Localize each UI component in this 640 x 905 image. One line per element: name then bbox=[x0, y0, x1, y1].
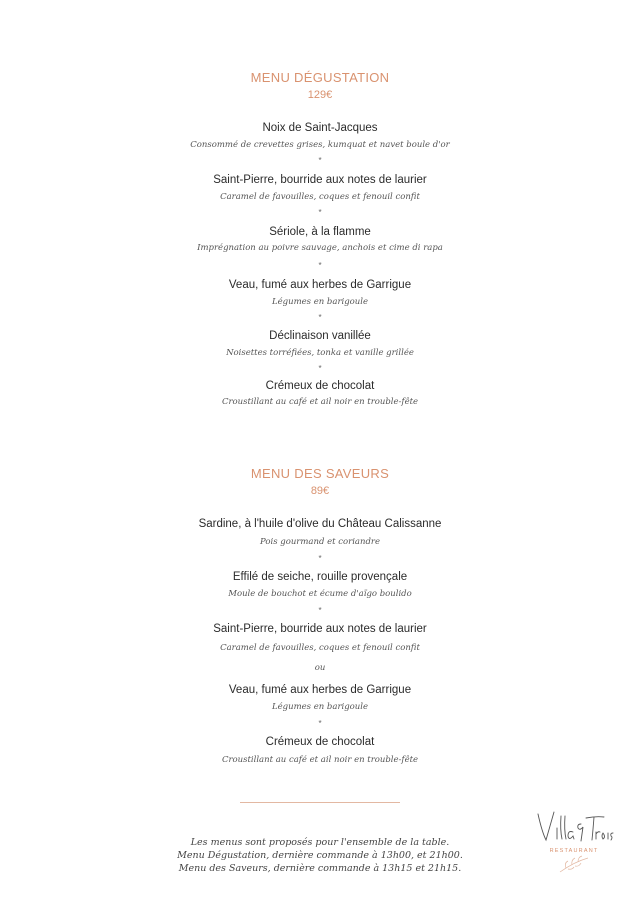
saveurs-title: MENU DES SAVEURS bbox=[250, 466, 390, 481]
divider-line bbox=[240, 802, 400, 803]
dish-description: Caramel de favouilles, coques et fenouil confit bbox=[220, 643, 420, 653]
or-label: ou bbox=[314, 663, 326, 673]
dish-description: Croustillant au café et ail noir en trouble-fête bbox=[221, 397, 419, 407]
villa-logo-icon bbox=[530, 806, 614, 876]
course-separator: * bbox=[318, 261, 322, 270]
dish-description: Caramel de favouilles, coques et fenouil confit bbox=[220, 192, 420, 202]
dish-description: Noisettes torréfiées, tonka et vanille grillée bbox=[226, 348, 414, 358]
dish-name: Crémeux de chocolat bbox=[265, 380, 375, 392]
course-separator: * bbox=[318, 606, 322, 615]
course-separator: * bbox=[318, 719, 322, 728]
footer-line: Les menus sont proposés pour l'ensemble de la table. bbox=[190, 837, 450, 848]
dish-name: Crémeux de chocolat bbox=[265, 736, 375, 748]
dish-description: Imprégnation au poivre sauvage, anchois et cime di rapa bbox=[197, 243, 443, 253]
degustation-title: MENU DÉGUSTATION bbox=[250, 70, 390, 85]
dish-description: Croustillant au café et ail noir en trouble-fête bbox=[221, 755, 419, 765]
dish-description: Pois gourmand et coriandre bbox=[259, 537, 380, 547]
course-separator: * bbox=[318, 156, 322, 165]
dish-name: Saint-Pierre, bourride aux notes de laurier bbox=[213, 623, 427, 635]
course-separator: * bbox=[318, 313, 322, 322]
dish-name: Effilé de seiche, rouille provençale bbox=[232, 571, 408, 583]
dish-name: Sardine, à l'huile d'olive du Château Calissanne bbox=[198, 518, 442, 530]
course-separator: * bbox=[318, 364, 322, 373]
dish-description: Moule de bouchot et écume d'aïgo boulido bbox=[228, 589, 412, 599]
dish-name: Sériole, à la flamme bbox=[269, 226, 371, 238]
dish-name: Noix de Saint-Jacques bbox=[262, 122, 378, 134]
dish-description: Légumes en barigoule bbox=[271, 297, 369, 307]
logo-subtitle: RESTAURANT bbox=[549, 848, 599, 854]
footer-line: Menu Dégustation, dernière commande à 13h00, et 21h00. bbox=[177, 850, 463, 861]
course-separator: * bbox=[318, 554, 322, 563]
dish-description: Consommé de crevettes grises, kumquat et navet boule d'or bbox=[190, 140, 450, 150]
dish-name: Déclinaison vanillée bbox=[269, 330, 371, 342]
restaurant-logo bbox=[530, 806, 614, 876]
degustation-price: 129€ bbox=[307, 89, 333, 101]
course-separator: * bbox=[318, 208, 322, 217]
saveurs-price: 89€ bbox=[310, 485, 330, 497]
dish-name: Saint-Pierre, bourride aux notes de laurier bbox=[213, 174, 427, 186]
dish-description: Légumes en barigoule bbox=[271, 702, 369, 712]
dish-name: Veau, fumé aux herbes de Garrigue bbox=[228, 684, 412, 696]
dish-name: Veau, fumé aux herbes de Garrigue bbox=[228, 279, 412, 291]
footer-line: Menu des Saveurs, dernière commande à 13h15 et 21h15. bbox=[178, 863, 462, 874]
